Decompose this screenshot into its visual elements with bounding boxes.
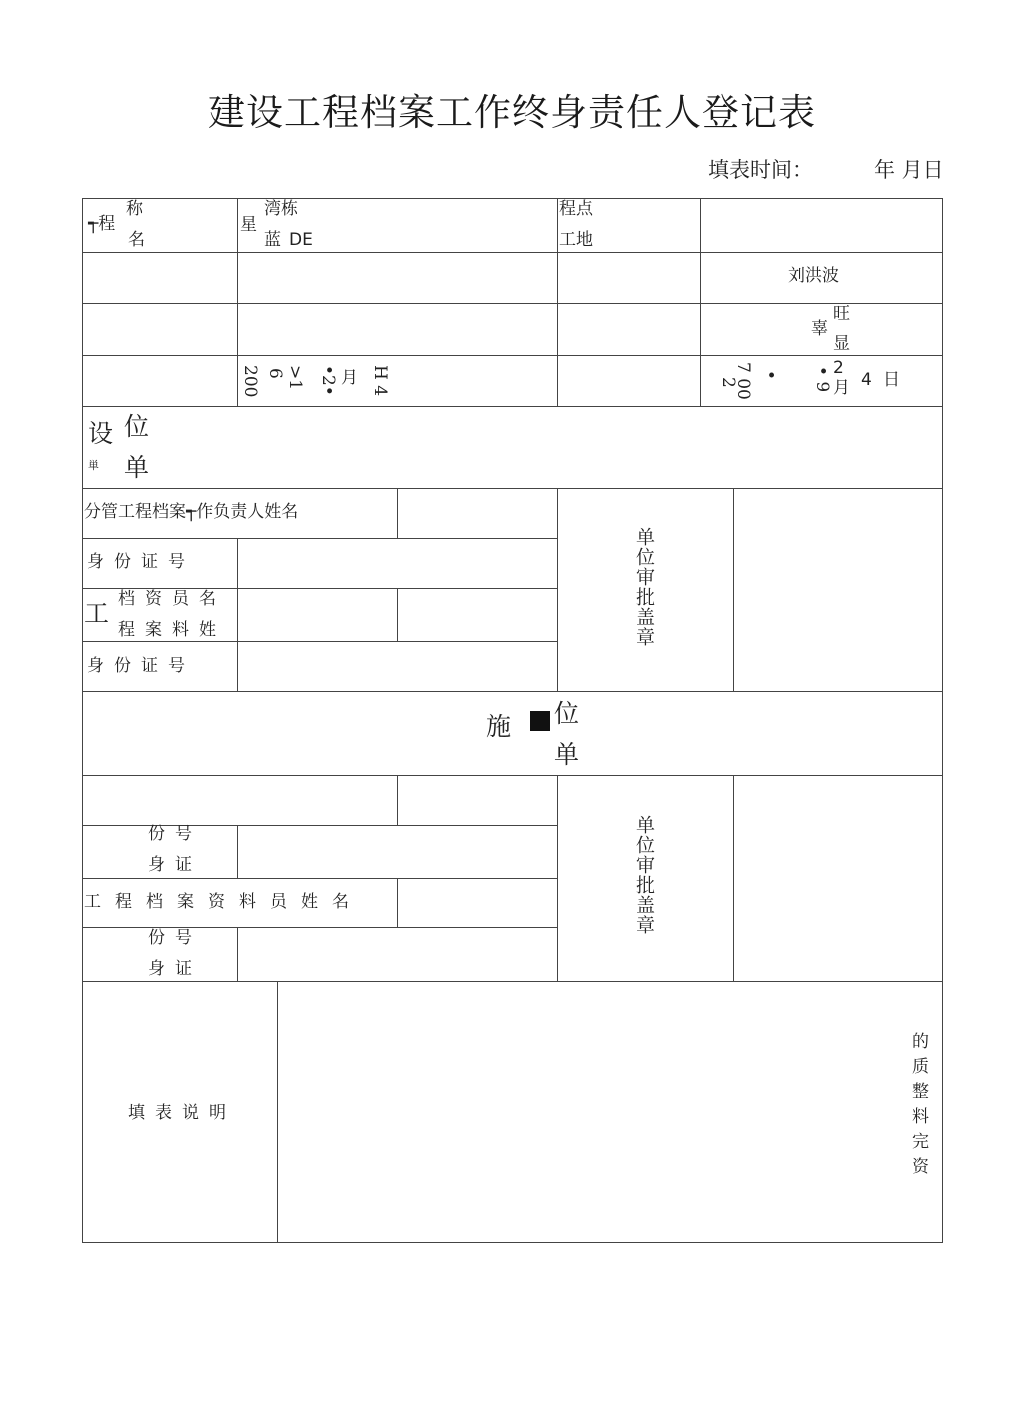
archivist-label-row2: 程案料姓 [118, 620, 226, 640]
end-date-day-number: 4 [861, 370, 872, 390]
start-date-month: 月 [341, 368, 358, 388]
id-number-label-part: 份号 [148, 928, 202, 948]
table-line [733, 488, 734, 692]
project-name-label-part: ┭程 [88, 214, 116, 234]
end-date-fragment: • 9 [812, 366, 832, 393]
person-name: 刘洪波 [788, 266, 839, 286]
end-date-fragment: • [760, 370, 780, 381]
table-line [277, 981, 278, 1243]
archivist-label-gong: 工 [84, 599, 110, 628]
table-line [82, 303, 943, 304]
table-line [700, 198, 701, 407]
table-line [82, 488, 943, 489]
table-line [557, 488, 558, 692]
notes-side-char: 料 [912, 1107, 929, 1127]
location-label-part: 程点 [559, 199, 593, 219]
row3-text: 旺 [833, 304, 850, 324]
id-number-label-part: 身证 [148, 855, 202, 875]
notes-side-char: 整 [912, 1082, 929, 1102]
end-date-day: 日 [883, 370, 900, 390]
table-line [82, 691, 943, 692]
contractor-unit-header-part: 位 [554, 699, 580, 728]
archive-manager-label: 分管工程档案┭作负责人姓名 [84, 502, 299, 522]
id-number-label-part: 身证 [148, 959, 202, 979]
approval-stamp-label: 单位审批盖章 [633, 815, 655, 935]
fill-time-label: 填表时间： [708, 158, 813, 182]
notes-label: 填表说明 [128, 1103, 236, 1123]
table-line [397, 878, 398, 928]
table-line [82, 355, 943, 356]
table-line [82, 775, 943, 776]
start-date-fragment: H 4 [370, 365, 390, 397]
project-name-value-part: 蓝 [264, 230, 281, 250]
id-number-label-part: 份号 [148, 824, 202, 844]
contractor-unit-header-part: 单 [554, 740, 580, 769]
end-date-month: 月 [833, 378, 850, 398]
contractor-unit-header-part: 施 [486, 712, 512, 741]
table-line [82, 406, 943, 407]
table-line [237, 538, 238, 692]
construction-unit-header-part: 位 [124, 412, 150, 441]
construction-unit-header-part: 単 [88, 459, 99, 472]
table-line [733, 775, 734, 982]
table-line [397, 488, 398, 539]
table-line [82, 198, 943, 199]
square-mark-icon [530, 711, 550, 735]
archivist-label-row1: 档资员名 [118, 589, 226, 609]
construction-unit-header-part: 设 [88, 419, 114, 448]
id-number-label: 身份证号 [87, 656, 195, 676]
table-line [397, 775, 398, 826]
page-title: 建设工程档案工作终身责任人登记表 [208, 91, 816, 134]
start-date-fragment: 200 [240, 365, 260, 398]
table-line [557, 198, 558, 407]
notes-side-text [912, 1034, 929, 1176]
start-date-fragment: •2• [318, 365, 338, 396]
archivist-name-label: 工程档案资料员姓名 [84, 892, 363, 912]
project-name-value-part: DE [289, 230, 313, 250]
row3-text: 显 [833, 334, 850, 354]
construction-unit-header-part: 单 [124, 453, 150, 482]
table-line [82, 878, 558, 879]
table-line [82, 538, 558, 539]
location-label-part: 工地 [559, 230, 593, 250]
notes-side-char: 质 [912, 1057, 929, 1077]
table-line [397, 588, 398, 642]
table-line [82, 981, 943, 982]
table-line [82, 252, 943, 253]
project-name-value-part: 湾栋 [264, 199, 298, 219]
id-number-label: 身份证号 [87, 552, 195, 572]
notes-side-char: 的 [912, 1032, 929, 1052]
end-date-fragment: 7 00 [733, 362, 753, 400]
project-name-value-part: 星 [240, 215, 257, 235]
table-line [557, 775, 558, 982]
table-line [237, 198, 238, 407]
end-date-fragment: 2 [718, 377, 738, 388]
approval-stamp-label: 单位审批盖章 [633, 527, 655, 647]
table-line [82, 1242, 943, 1243]
notes-side-char: 完 [912, 1132, 929, 1152]
table-line [237, 825, 238, 879]
table-line [82, 641, 558, 642]
project-name-label-part: 称 [126, 199, 143, 219]
table-line [237, 927, 238, 982]
notes-side-char: 资 [912, 1157, 929, 1177]
fill-time-value: 年 月日 [874, 158, 944, 182]
end-date-fragment: 2 [833, 358, 844, 378]
start-date-fragment: 6 [265, 368, 285, 379]
project-name-label-part: 名 [128, 230, 145, 250]
start-date-fragment: >1 [285, 365, 305, 391]
row3-text: 辜 [811, 319, 828, 339]
